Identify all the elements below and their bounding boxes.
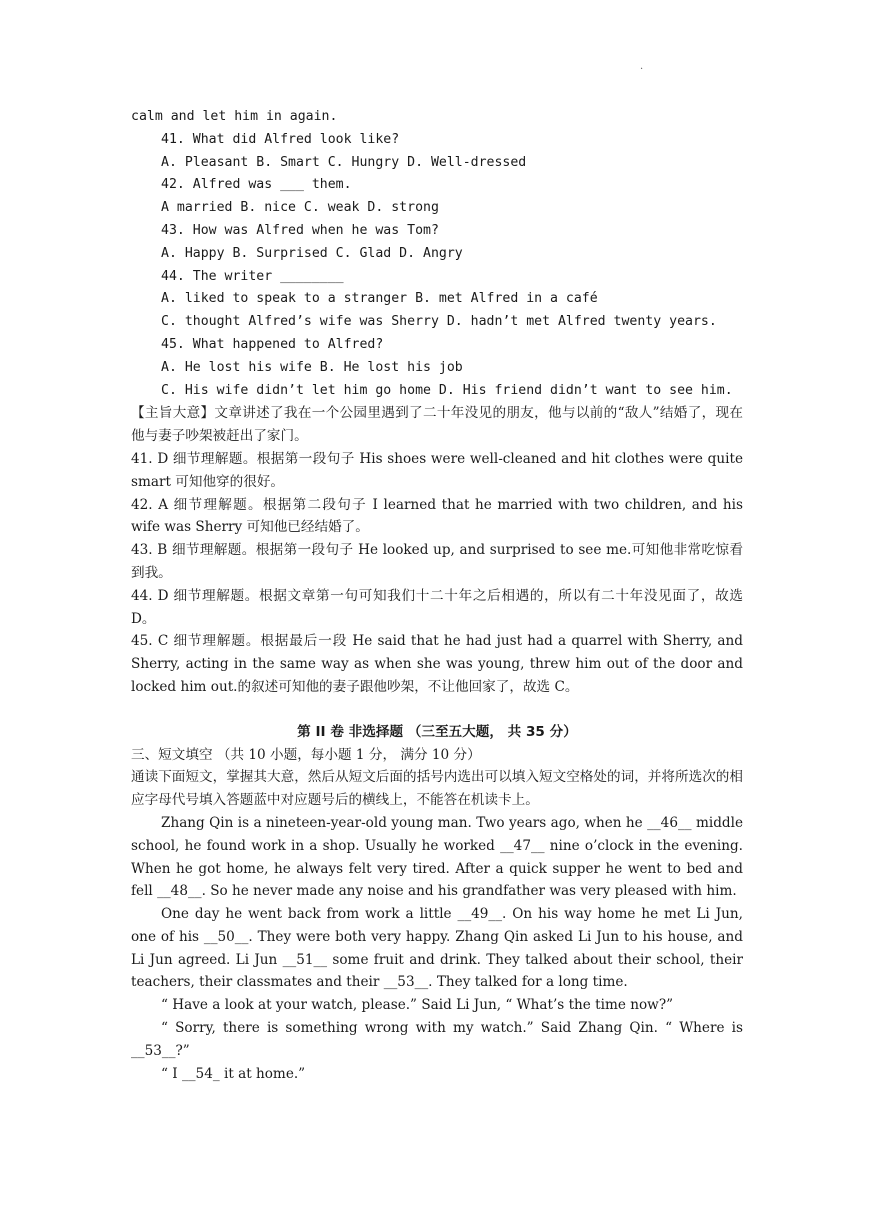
dialog-line-2: “ Sorry, there is something wrong with my watch.” Said Zhang Qin. “ Where is __53__?” bbox=[131, 1020, 743, 1059]
answer-44: 44. D 细节理解题。根据文章第一句可知我们十二十年之后相遇的，所以有二十年没见面了，故选 D。 bbox=[131, 587, 743, 627]
passage-tail: calm and let him in again. bbox=[131, 109, 338, 124]
answer-summary: 【主旨大意】文章讲述了我在一个公园里遇到了二十年没见的朋友，他与以前的“敌人”结婚了，现在他与妻子吵架被赶出了家门。 bbox=[131, 405, 743, 445]
section-heading: 第 II 卷 非选择题 （三至五大题， 共 35 分） bbox=[297, 723, 577, 740]
question-45-options-1: A. He lost his wife B. He lost his job bbox=[161, 359, 463, 375]
answer-45: 45. C 细节理解题。根据最后一段 He said that he had just had a quarrel with Sherry, and Sherry, acting in the same way as when she was young, threw him out of the door and locked him out.的叙述可知他的妻子跟他吵架，不让他回家了，故选 C。 bbox=[131, 633, 743, 695]
dialog-line-1: “ Have a look at your watch, please.” Said Li Jun, “ What’s the time now?” bbox=[161, 997, 674, 1014]
answer-41: 41. D 细节理解题。根据第一段句子 His shoes were well-cleaned and hit clothes were quite smart 可知他穿的很好。 bbox=[131, 450, 743, 490]
cloze-paragraph-2: One day he went back from work a little __49__. On his way home he met Li Jun, one of his __50__. They were both very happy. Zhang Qin asked Li Jun to his house, and Li Jun agreed. Li Jun __51__ some fruit and drink. They talked about their school, their teachers, their classmates and their __53__. They talked for a long time. bbox=[131, 906, 743, 991]
question-45: 45. What happened to Alfred? bbox=[161, 336, 384, 352]
dialog-line-3: “ I __54_ it at home.” bbox=[161, 1065, 306, 1082]
question-41: 41. What did Alfred look like? bbox=[161, 131, 400, 147]
part-title: 三、短文填空 （共 10 小题，每小题 1 分， 满分 10 分） bbox=[131, 746, 481, 763]
page-content bbox=[131, 106, 743, 1085]
question-43-options: A. Happy B. Surprised C. Glad D. Angry bbox=[161, 245, 463, 261]
question-45-options-2: C. His wife didn’t let him go home D. His friend didn’t want to see him. bbox=[161, 382, 733, 398]
section-gap bbox=[131, 699, 743, 721]
question-41-options: A. Pleasant B. Smart C. Hungry D. Well-dressed bbox=[161, 154, 527, 170]
instructions: 通读下面短文，掌握其大意，然后从短文后面的括号内选出可以填入短文空格处的词，并将所选次的相应字母代号填入答题蓝中对应题号后的横线上，不能答在机读卡上。 bbox=[131, 769, 743, 809]
answer-42: 42. A 细节理解题。根据第二段句子 I learned that he married with two children, and his wife was Sherry 可知他已经结婚了。 bbox=[131, 496, 743, 536]
question-43: 43. How was Alfred when he was Tom? bbox=[161, 222, 439, 238]
answer-43: 43. B 细节理解题。根据第一段句子 He looked up, and surprised to see me.可知他非常吃惊看到我。 bbox=[131, 542, 743, 581]
question-44-options-1: A. liked to speak to a stranger B. met Alfred in a café bbox=[161, 291, 598, 307]
page-dot: · bbox=[640, 64, 644, 75]
question-42-options: A married B. nice C. weak D. strong bbox=[161, 200, 439, 216]
question-44: 44. The writer ________ bbox=[161, 268, 344, 284]
question-44-options-2: C. thought Alfred’s wife was Sherry D. hadn’t met Alfred twenty years. bbox=[161, 314, 717, 330]
cloze-paragraph-1: Zhang Qin is a nineteen-year-old young man. Two years ago, when he __46__ middle school, he found work in a shop. Usually he worked __47__ nine o’clock in the evening. When he got home, he always felt very tired. After a quick supper he went to bed and fell __48__. So he never made any noise and his grandfather was very pleased with him. bbox=[131, 814, 743, 900]
question-42: 42. Alfred was ___ them. bbox=[161, 177, 352, 193]
